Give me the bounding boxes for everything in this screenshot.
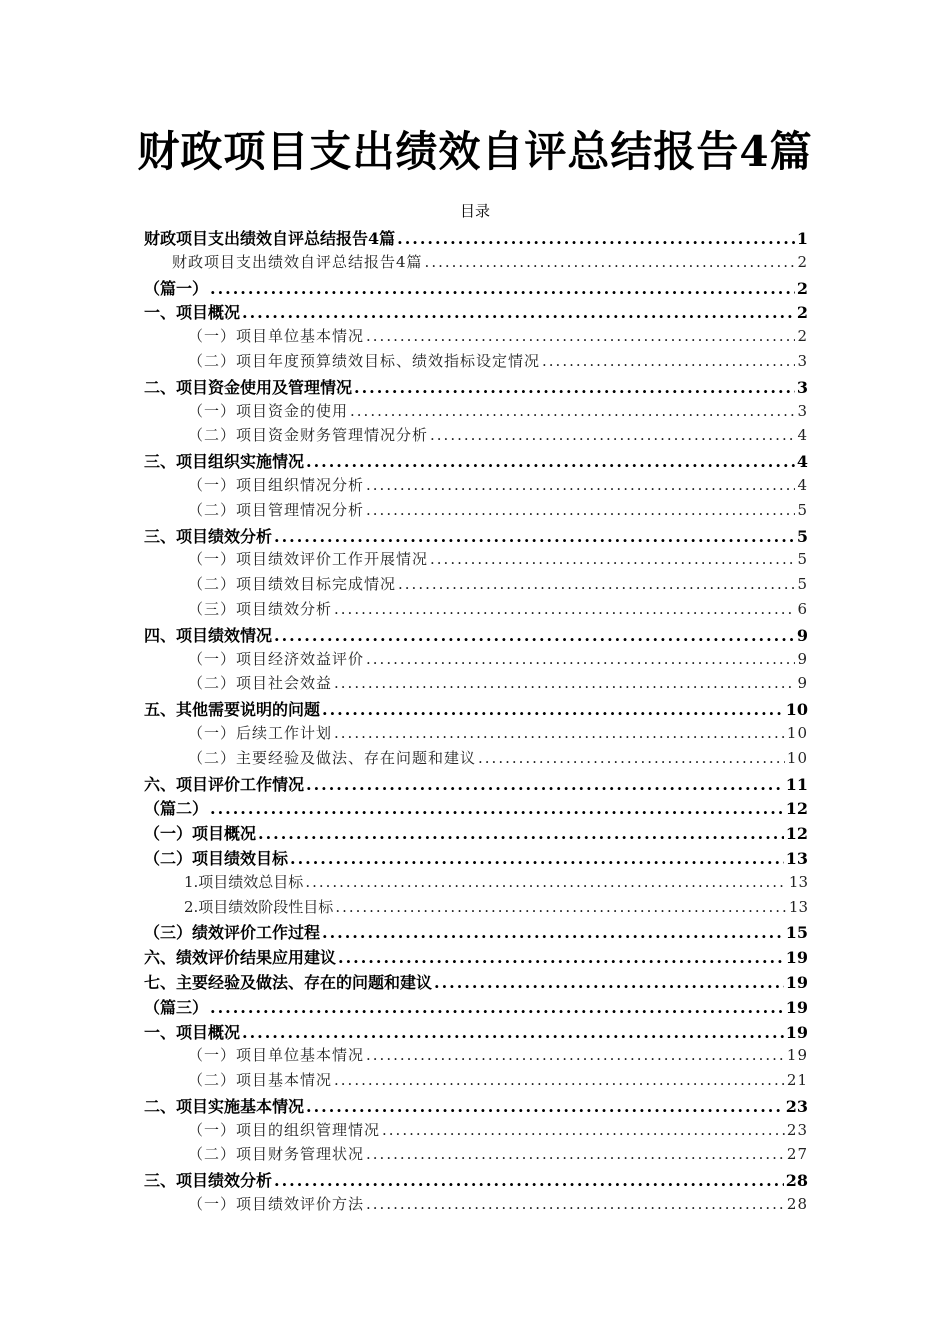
toc-page-number: 10 [786, 723, 808, 742]
toc-page-number: 5 [797, 550, 808, 569]
toc-page-number: 4 [797, 426, 808, 445]
toc-page-number: 27 [786, 1145, 808, 1164]
toc-leader-dots [366, 1046, 785, 1064]
toc-leader-dots [242, 303, 795, 322]
toc-page-number: 23 [786, 1120, 808, 1139]
toc-entry-text: （篇二） [144, 799, 209, 819]
toc-page-number: 2 [796, 303, 808, 323]
toc-heading: 目录 [459, 202, 490, 220]
toc-entry[interactable] [144, 747, 808, 772]
toc-entry[interactable] [144, 821, 808, 846]
toc-leader-dots [398, 575, 795, 593]
toc-entry[interactable] [144, 325, 808, 350]
toc-page-number: 23 [785, 1096, 808, 1116]
toc-entry-text: （二）项目资金财务管理情况分析 [188, 426, 429, 445]
toc-page-number: 2 [796, 278, 808, 298]
toc-entry-text: 二、项目实施基本情况 [144, 1096, 305, 1116]
toc-page-number: 5 [797, 575, 808, 594]
toc-entry-text: （二）项目绩效目标 [144, 848, 289, 868]
toc-entry-text: （二）项目财务管理状况 [188, 1145, 365, 1164]
table-of-contents [144, 226, 808, 1218]
toc-entry[interactable] [144, 400, 808, 425]
toc-leader-dots [542, 352, 795, 370]
toc-page-number: 11 [785, 774, 808, 794]
toc-leader-dots [430, 550, 795, 568]
toc-entry[interactable] [144, 896, 808, 921]
toc-page-number: 9 [797, 649, 808, 668]
toc-entry[interactable] [144, 573, 808, 598]
toc-leader-dots [478, 749, 785, 767]
toc-entry[interactable] [144, 300, 808, 325]
toc-leader-dots [338, 948, 784, 967]
toc-entry-text: 财政项目支出绩效自评总结报告4篇 [144, 229, 396, 248]
toc-leader-dots [306, 1097, 784, 1116]
toc-entry-text: （二）项目绩效目标完成情况 [188, 575, 397, 594]
toc-leader-dots [210, 279, 795, 298]
toc-entry[interactable] [144, 1168, 808, 1193]
toc-entry[interactable] [144, 995, 808, 1020]
toc-entry[interactable] [144, 1020, 808, 1045]
toc-entry-text: 财政项目支出绩效自评总结报告4篇 [172, 252, 423, 271]
toc-page-number: 19 [785, 1022, 808, 1042]
toc-entry-text: （篇三） [144, 997, 209, 1017]
toc-leader-dots [334, 1071, 785, 1089]
toc-entry-text: （一）后续工作计划 [188, 723, 333, 742]
toc-page-number: 10 [786, 748, 808, 767]
toc-page-number: 21 [786, 1071, 808, 1090]
toc-entry-text: 三、项目组织实施情况 [144, 452, 305, 472]
toc-entry-text: （一）项目经济效益评价 [188, 649, 365, 668]
toc-entry[interactable] [144, 796, 808, 821]
toc-leader-dots [334, 600, 795, 618]
toc-leader-dots [210, 998, 784, 1017]
toc-entry[interactable] [144, 697, 808, 722]
toc-entry[interactable] [144, 1069, 808, 1094]
toc-page-number: 1 [796, 229, 808, 248]
toc-entry[interactable] [144, 722, 808, 747]
toc-entry[interactable] [144, 276, 808, 301]
toc-entry-text: （一）项目资金的使用 [188, 401, 349, 420]
toc-leader-dots [334, 724, 785, 742]
toc-entry-text: （一）项目组织情况分析 [188, 475, 365, 494]
toc-entry[interactable] [144, 920, 808, 945]
toc-leader-dots [350, 402, 795, 420]
toc-entry-text: 四、项目绩效情况 [144, 625, 273, 645]
toc-page-number: 13 [788, 897, 808, 916]
toc-entry[interactable] [144, 375, 808, 400]
toc-leader-dots [305, 873, 787, 891]
toc-entry[interactable] [144, 548, 808, 573]
toc-entry-text: 三、项目绩效分析 [144, 1171, 273, 1191]
toc-entry-text: （三）绩效评价工作过程 [144, 923, 321, 943]
toc-entry-text: 一、项目概况 [144, 1022, 241, 1042]
toc-leader-dots [274, 1171, 784, 1190]
toc-leader-dots [335, 898, 787, 916]
toc-leader-dots [322, 923, 784, 942]
toc-entry-text: 一、项目概况 [144, 303, 241, 323]
toc-entry[interactable] [144, 524, 808, 549]
toc-leader-dots [290, 849, 784, 868]
toc-entry[interactable] [144, 474, 808, 499]
document-title: 财政项目支出绩效自评总结报告4篇 [137, 127, 813, 176]
toc-entry-text: （一）项目单位基本情况 [188, 1046, 365, 1065]
toc-page-number: 6 [797, 599, 808, 618]
toc-leader-dots [366, 650, 795, 668]
toc-entry-text: （二）项目社会效益 [188, 674, 333, 693]
toc-entry[interactable] [144, 1119, 808, 1144]
toc-entry[interactable] [144, 623, 808, 648]
toc-entry-text: 1.项目绩效总目标 [184, 872, 304, 891]
toc-page-number: 5 [796, 526, 808, 546]
toc-entry-text: 六、绩效评价结果应用建议 [144, 948, 337, 968]
toc-page-number: 28 [786, 1195, 808, 1214]
toc-entry-text: 二、项目资金使用及管理情况 [144, 377, 353, 397]
toc-entry[interactable] [144, 424, 808, 449]
toc-entry[interactable] [144, 350, 808, 375]
toc-entry[interactable] [144, 1094, 808, 1119]
toc-leader-dots [430, 426, 795, 444]
toc-leader-dots [306, 775, 784, 794]
toc-entry-text: （一）项目单位基本情况 [188, 327, 365, 346]
toc-page-number: 5 [797, 500, 808, 519]
toc-leader-dots [366, 327, 795, 345]
toc-leader-dots [306, 452, 795, 471]
toc-page-number: 3 [797, 351, 808, 370]
toc-entry[interactable] [144, 499, 808, 524]
toc-page-number: 19 [785, 948, 808, 968]
toc-leader-dots [334, 674, 795, 692]
toc-leader-dots [242, 1023, 784, 1042]
toc-entry[interactable] [144, 672, 808, 697]
toc-entry[interactable] [144, 598, 808, 623]
toc-entry[interactable] [144, 648, 808, 673]
toc-entry-text: （二）项目管理情况分析 [188, 500, 365, 519]
toc-entry-text: 2.项目绩效阶段性目标 [184, 897, 334, 916]
toc-leader-dots [322, 700, 784, 719]
toc-page-number: 19 [785, 997, 808, 1017]
toc-entry-text: （二）项目年度预算绩效目标、绩效指标设定情况 [188, 351, 541, 370]
toc-leader-dots [274, 527, 795, 546]
toc-page-number: 4 [797, 475, 808, 494]
toc-page-number: 9 [796, 625, 808, 645]
toc-entry[interactable] [144, 945, 808, 970]
toc-leader-dots [258, 824, 784, 843]
toc-page-number: 9 [797, 674, 808, 693]
toc-leader-dots [366, 501, 795, 519]
toc-entry-text: （一）项目的组织管理情况 [188, 1120, 381, 1139]
toc-page-number: 3 [797, 401, 808, 420]
toc-entry-text: （一）项目绩效评价工作开展情况 [188, 550, 429, 569]
toc-leader-dots [382, 1121, 785, 1139]
toc-leader-dots [366, 1195, 785, 1213]
toc-leader-dots [425, 253, 796, 271]
toc-page-number: 19 [785, 972, 808, 992]
toc-entry[interactable] [144, 449, 808, 474]
toc-page-number: 13 [785, 848, 808, 868]
toc-entry-text: （一）项目概况 [144, 824, 257, 844]
toc-page-number: 4 [796, 452, 808, 472]
toc-leader-dots [397, 229, 795, 248]
toc-entry-text: 三、项目绩效分析 [144, 526, 273, 546]
toc-page-number: 3 [796, 377, 808, 397]
toc-entry[interactable] [144, 251, 808, 276]
toc-page-number: 28 [785, 1171, 808, 1191]
toc-page-number: 19 [786, 1046, 808, 1065]
toc-page-number: 2 [797, 252, 808, 271]
toc-entry[interactable] [144, 772, 808, 797]
toc-entry[interactable] [144, 846, 808, 871]
toc-entry-text: （二）主要经验及做法、存在问题和建议 [188, 748, 477, 767]
toc-page-number: 15 [785, 923, 808, 943]
toc-entry-text: （二）项目基本情况 [188, 1071, 333, 1090]
toc-page-number: 2 [797, 327, 808, 346]
toc-page-number: 13 [788, 872, 808, 891]
toc-page-number: 12 [785, 824, 808, 844]
toc-entry[interactable] [144, 1143, 808, 1168]
toc-page-number: 10 [785, 700, 808, 720]
toc-leader-dots [366, 476, 795, 494]
toc-entry[interactable] [144, 871, 808, 896]
toc-entry-text: 六、项目评价工作情况 [144, 774, 305, 794]
toc-entry[interactable] [144, 1044, 808, 1069]
toc-leader-dots [354, 378, 795, 397]
toc-entry-text: （三）项目绩效分析 [188, 599, 333, 618]
toc-leader-dots [210, 799, 784, 818]
toc-entry-text: （一）项目绩效评价方法 [188, 1195, 365, 1214]
toc-entry[interactable] [144, 1193, 808, 1218]
toc-entry[interactable] [144, 226, 808, 251]
toc-leader-dots [366, 1145, 785, 1163]
toc-leader-dots [434, 973, 784, 992]
toc-entry-text: 七、主要经验及做法、存在的问题和建议 [144, 972, 433, 992]
toc-entry[interactable] [144, 970, 808, 995]
toc-entry-text: 五、其他需要说明的问题 [144, 700, 321, 720]
toc-leader-dots [274, 626, 795, 645]
toc-entry-text: （篇一） [144, 278, 209, 298]
toc-page-number: 12 [785, 799, 808, 819]
